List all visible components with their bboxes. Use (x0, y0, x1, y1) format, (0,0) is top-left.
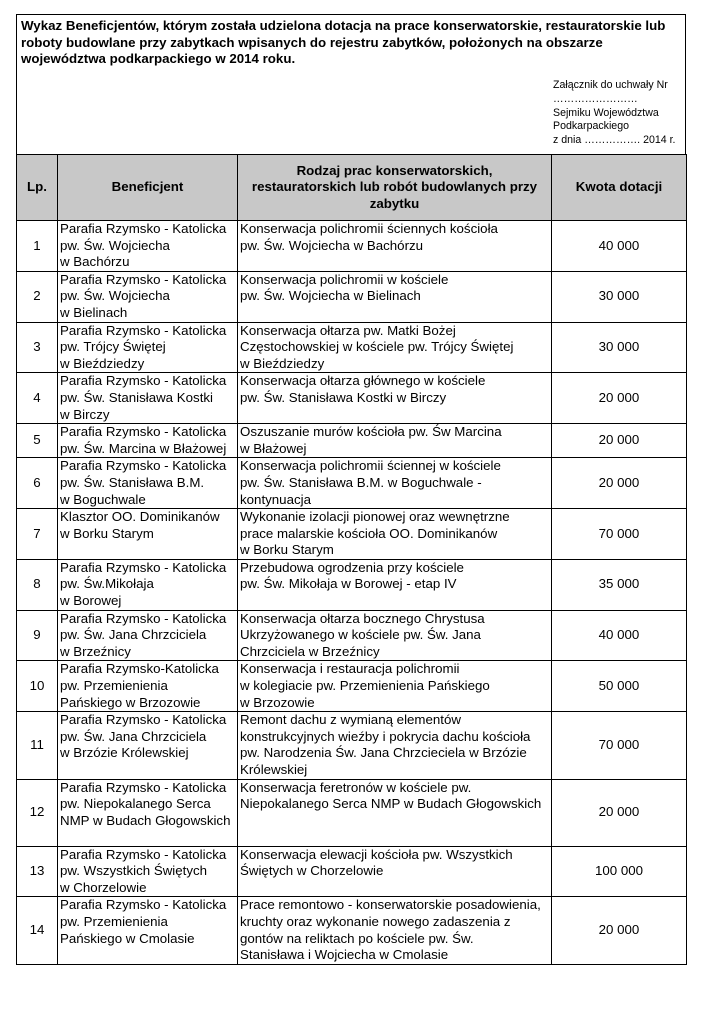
beneficiary-line: w Boguchwale (60, 491, 146, 507)
work-line: Konserwacja polichromii ściennych kościoła (240, 221, 498, 236)
table-header-row (17, 155, 687, 221)
work-line: Chrzciciela w Brzeźnicy (240, 643, 380, 659)
annex-note (553, 79, 675, 148)
beneficiary-line: w Birczy (60, 406, 110, 422)
row-lp: 7 (17, 509, 58, 560)
row-work (238, 322, 552, 373)
work-line: Konserwacja polichromii ściennej w kościele (240, 458, 501, 474)
annex-line: Sejmiku Województwa (553, 106, 659, 119)
beneficiaries-table (16, 154, 687, 965)
row-beneficiary (58, 779, 238, 846)
annex-line: Podkarpackiego (553, 120, 629, 133)
row-amount: 40 000 (552, 221, 687, 272)
work-line: Częstochowskiej w kościele pw. Trójcy Świętej (240, 339, 514, 355)
beneficiary-line: Parafia Rzymsko - Katolicka (60, 424, 227, 440)
table-row (17, 373, 687, 424)
work-line: Konserwacja polichromii w kościele (240, 271, 449, 287)
header-lp: Lp. (17, 155, 58, 221)
table-row (17, 779, 687, 846)
row-amount: 35 000 (552, 559, 687, 610)
table-row (17, 712, 687, 779)
row-beneficiary (58, 897, 238, 964)
row-work (238, 610, 552, 661)
table-row (17, 897, 687, 964)
row-lp: 5 (17, 424, 58, 458)
beneficiary-line: pw. Św. Wojciecha (60, 288, 170, 304)
beneficiary-line: Parafia Rzymsko-Katolicka (60, 661, 219, 677)
work-line: kontynuacja (240, 491, 311, 507)
table-row (17, 559, 687, 610)
row-amount: 30 000 (552, 322, 687, 373)
table-row (17, 846, 687, 897)
beneficiary-line: pw. Św. Jana Chrzciciela (60, 627, 207, 643)
work-line: Niepokalanego Serca NMP w Budach Głogowskich (240, 796, 542, 812)
row-beneficiary (58, 424, 238, 458)
work-line: gontów na reliktach po kościele pw. Św. (240, 930, 474, 946)
table-row (17, 458, 687, 509)
work-line: pw. Narodzenia Św. Jana Chrzcieciela w Brzózie (240, 745, 527, 761)
table-row (17, 221, 687, 272)
beneficiary-line: Parafia Rzymsko - Katolicka (60, 271, 227, 287)
work-line: w Bieździedzy (240, 355, 325, 371)
header-work-line: Rodzaj prac konserwatorskich, (296, 162, 493, 178)
beneficiary-line: pw. Św. Stanisława Kostki (60, 389, 213, 405)
header-work-line: restauratorskich lub robót budowlanych przy (251, 179, 538, 195)
beneficiary-line: w Borku Starym (60, 525, 154, 541)
row-lp: 13 (17, 846, 58, 897)
work-line: w Błażowej (240, 440, 307, 456)
row-lp: 6 (17, 458, 58, 509)
row-beneficiary (58, 712, 238, 779)
work-line: w kolegiacie pw. Przemienienia Pańskiego (240, 678, 490, 694)
beneficiary-line: pw. Przemienienia (60, 913, 168, 929)
work-line: Wykonanie izolacji pionowej oraz wewnętrzne (240, 509, 510, 525)
document-page (16, 14, 686, 965)
table-row (17, 424, 687, 458)
title-line: Wykaz Beneficjentów, którym została udzielona dotacja na prace konserwatorskie, restauratorskie lub (21, 18, 666, 33)
row-beneficiary (58, 373, 238, 424)
row-lp: 9 (17, 610, 58, 661)
work-line: Królewskiej (240, 762, 308, 777)
work-line: Świętych w Chorzelowie (240, 863, 384, 879)
row-beneficiary (58, 271, 238, 322)
row-lp: 4 (17, 373, 58, 424)
work-line: Prace remontowo - konserwatorskie posadowienia, (240, 897, 541, 913)
beneficiary-line: pw. Trójcy Świętej (60, 339, 166, 355)
beneficiary-line: w Chorzelowie (60, 879, 147, 895)
work-line: pw. Św. Stanisława B.M. w Boguchwale - (240, 474, 482, 490)
table-row (17, 322, 687, 373)
row-beneficiary (58, 559, 238, 610)
row-lp: 11 (17, 712, 58, 779)
row-amount: 20 000 (552, 458, 687, 509)
row-beneficiary (58, 509, 238, 560)
row-work (238, 661, 552, 712)
beneficiary-line: Parafia Rzymsko - Katolicka (60, 559, 227, 575)
row-amount: 70 000 (552, 712, 687, 779)
work-line: Stanisława i Wojciecha w Cmolasie (240, 947, 449, 963)
work-line: prace malarskie kościoła OO. Dominikanów (240, 525, 498, 541)
beneficiary-line: w Bielinach (60, 304, 128, 320)
work-line: Przebudowa ogrodzenia przy kościele (240, 559, 464, 575)
beneficiary-line: pw. Wszystkich Świętych (60, 863, 208, 879)
work-line: Konserwacja ołtarza głównego w kościele (240, 373, 486, 389)
document-header (16, 14, 686, 155)
title-line: roboty budowlane przy zabytkach wpisanych do rejestru zabytków, położonych na obszarze (21, 34, 603, 50)
beneficiary-line: Parafia Rzymsko - Katolicka (60, 846, 227, 862)
row-work (238, 458, 552, 509)
row-amount: 20 000 (552, 373, 687, 424)
work-line: konstrukcyjnych wieźby i pokrycia dachu kościoła (240, 728, 531, 744)
row-beneficiary (58, 221, 238, 272)
beneficiary-line: w Bachórzu (60, 254, 130, 270)
beneficiary-line: Parafia Rzymsko - Katolicka (60, 373, 227, 389)
beneficiary-line: Pańskiego w Cmolasie (60, 930, 195, 946)
table-body (17, 221, 687, 965)
beneficiary-line: Klasztor OO. Dominikanów (60, 509, 220, 525)
row-work (238, 559, 552, 610)
beneficiary-line: pw. Św. Stanisława B.M. (60, 474, 205, 490)
work-line: Konserwacja i restauracja polichromii (240, 661, 460, 677)
row-lp: 3 (17, 322, 58, 373)
row-lp: 2 (17, 271, 58, 322)
row-work (238, 221, 552, 272)
header-amount: Kwota dotacji (552, 155, 687, 221)
work-line: pw. Św. Wojciecha w Bielinach (240, 288, 421, 304)
title-line: województwa podkarpackiego w 2014 roku. (21, 51, 296, 67)
beneficiary-line: pw. Św.Mikołaja (60, 576, 154, 592)
header-work-line: zabytku (369, 195, 420, 211)
row-work (238, 897, 552, 964)
row-beneficiary (58, 322, 238, 373)
beneficiary-line: Pańskiego w Brzozowie (60, 694, 201, 710)
beneficiary-line: w Brzeźnicy (60, 643, 131, 659)
table-row (17, 271, 687, 322)
table-row (17, 509, 687, 560)
work-line: pw. Św. Wojciecha w Bachórzu (240, 237, 424, 253)
beneficiary-line: pw. Przemienienia (60, 678, 168, 694)
header-work (238, 155, 552, 221)
row-beneficiary (58, 661, 238, 712)
beneficiary-line: pw. Św. Jana Chrzciciela (60, 728, 207, 744)
beneficiary-line: NMP w Budach Głogowskich (60, 812, 231, 828)
beneficiary-line: Parafia Rzymsko - Katolicka (60, 779, 227, 795)
work-line: Ukrzyżowanego w kościele pw. Św. Jana (240, 627, 481, 643)
beneficiary-line: pw. Św. Marcina w Błażowej (60, 440, 227, 456)
beneficiary-line: pw. Niepokalanego Serca (60, 796, 211, 812)
row-work (238, 712, 552, 779)
row-beneficiary (58, 846, 238, 897)
beneficiary-line: w Brzózie Królewskiej (60, 745, 189, 761)
row-amount: 70 000 (552, 509, 687, 560)
beneficiary-line: Parafia Rzymsko - Katolicka (60, 458, 227, 474)
row-work (238, 779, 552, 846)
row-work (238, 424, 552, 458)
work-line: w Brzozowie (240, 694, 315, 710)
work-line: Konserwacja feretronów w kościele pw. (240, 779, 472, 795)
work-line: Konserwacja ołtarza bocznego Chrystusa (240, 610, 485, 626)
beneficiary-line: Parafia Rzymsko - Katolicka (60, 322, 227, 338)
annex-line: z dnia ……………. 2014 r. (553, 134, 676, 147)
beneficiary-line: Parafia Rzymsko - Katolicka (60, 221, 227, 236)
row-amount: 20 000 (552, 779, 687, 846)
row-work (238, 846, 552, 897)
row-lp: 14 (17, 897, 58, 964)
work-line: pw. Św. Stanisława Kostki w Birczy (240, 389, 447, 405)
row-lp: 12 (17, 779, 58, 846)
work-line: kruchty oraz wykonanie nowego zadaszenia z (240, 913, 511, 929)
table-row (17, 661, 687, 712)
row-lp: 1 (17, 221, 58, 272)
beneficiary-line: w Borowej (60, 593, 122, 609)
beneficiary-line: Parafia Rzymsko - Katolicka (60, 712, 227, 728)
row-amount: 20 000 (552, 897, 687, 964)
work-line: pw. Św. Mikołaja w Borowej - etap IV (240, 576, 457, 592)
work-line: Konserwacja elewacji kościoła pw. Wszystkich (240, 846, 513, 862)
beneficiary-line: Parafia Rzymsko - Katolicka (60, 610, 227, 626)
beneficiary-line: w Bieździedzy (60, 355, 145, 371)
work-line: Oszuszanie murów kościoła pw. Św Marcina (240, 424, 502, 440)
row-lp: 8 (17, 559, 58, 610)
row-work (238, 509, 552, 560)
row-beneficiary (58, 458, 238, 509)
document-title (21, 18, 681, 68)
row-amount: 100 000 (552, 846, 687, 897)
table-row (17, 610, 687, 661)
work-line: Konserwacja ołtarza pw. Matki Bożej (240, 322, 456, 338)
row-work (238, 271, 552, 322)
row-amount: 20 000 (552, 424, 687, 458)
row-lp: 10 (17, 661, 58, 712)
row-amount: 50 000 (552, 661, 687, 712)
row-amount: 30 000 (552, 271, 687, 322)
annex-line: Załącznik do uchwały Nr (553, 79, 668, 91)
annex-line: …………………… (553, 92, 638, 105)
header-beneficiary: Beneficjent (58, 155, 238, 221)
work-line: Remont dachu z wymianą elementów (240, 712, 461, 728)
work-line: w Borku Starym (240, 542, 334, 558)
beneficiary-line: pw. Św. Wojciecha (60, 237, 170, 253)
row-beneficiary (58, 610, 238, 661)
row-work (238, 373, 552, 424)
beneficiary-line: Parafia Rzymsko - Katolicka (60, 897, 227, 913)
row-amount: 40 000 (552, 610, 687, 661)
